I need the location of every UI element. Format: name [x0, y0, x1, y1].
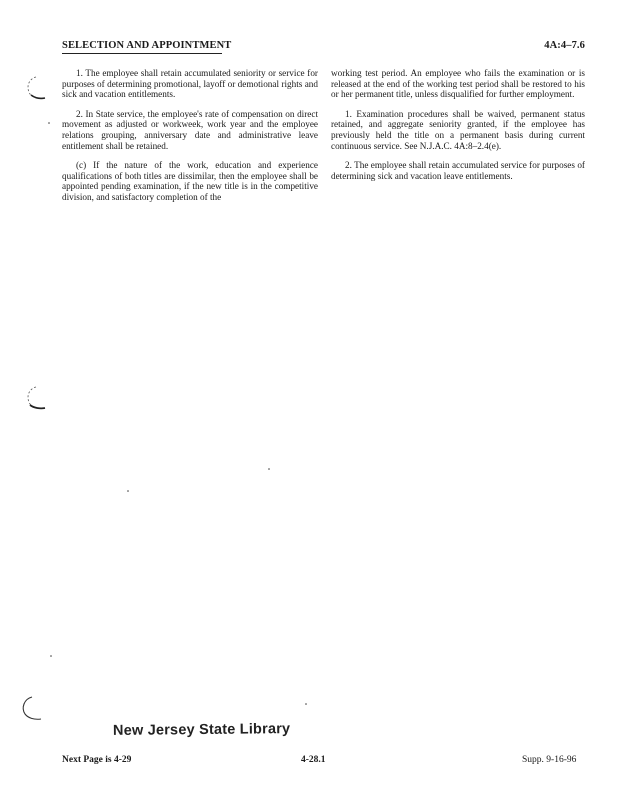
scan-speck: [268, 468, 270, 470]
scan-speck: [48, 122, 50, 124]
library-stamp: New Jersey State Library: [112, 721, 291, 739]
binder-hole-mark-middle: [22, 384, 46, 414]
scan-speck: [305, 703, 307, 705]
right-paragraph-2: 1. Examination procedures shall be waived, permanent status retained, and aggregate seniority granted, if the employee has previously held the title on a permanent basis during current continuous service. See N.J.A.C. 4A:8–2.4(e).: [331, 108, 585, 151]
binder-hole-mark-bottom: [18, 694, 42, 724]
header-rule: [62, 53, 222, 54]
left-paragraph-2: 2. In State service, the employee's rate of compensation on direct movement as adjusted or workweek, work year and the employee relations grouping, anniversary date and administrative leave entitlement shall be retained.: [62, 108, 318, 151]
right-paragraph-1: working test period. An employee who fails the examination or is released at the end of the working test period shall be restored to his or her permanent title, unless disqualified for further employment.: [331, 68, 585, 100]
footer-supplement: Supp. 9-16-96: [522, 755, 577, 765]
right-paragraph-3: 2. The employee shall retain accumulated service for purposes of determining sick and vacation leave entitlements.: [331, 160, 585, 181]
left-paragraph-3: (c) If the nature of the work, education and experience qualifications of both titles are dissimilar, then the employee shall be appointed pending examination, if the new title is in the competitive division, and satisfactory completion of the: [62, 160, 318, 202]
footer-page-number: 4-28.1: [301, 755, 326, 765]
left-column: [62, 68, 318, 212]
scan-speck: [50, 655, 52, 657]
footer-next-page: Next Page is 4-29: [62, 755, 132, 765]
right-column: [331, 68, 585, 190]
scan-speck: [127, 490, 129, 492]
left-paragraph-1: 1. The employee shall retain accumulated seniority or service for purposes of determining promotional, layoff or demotional rights and sick and vacation entitlements.: [62, 68, 318, 100]
section-number: 4A:4–7.6: [544, 40, 585, 51]
section-title: SELECTION AND APPOINTMENT: [62, 40, 232, 51]
binder-hole-mark-top: [22, 74, 46, 104]
